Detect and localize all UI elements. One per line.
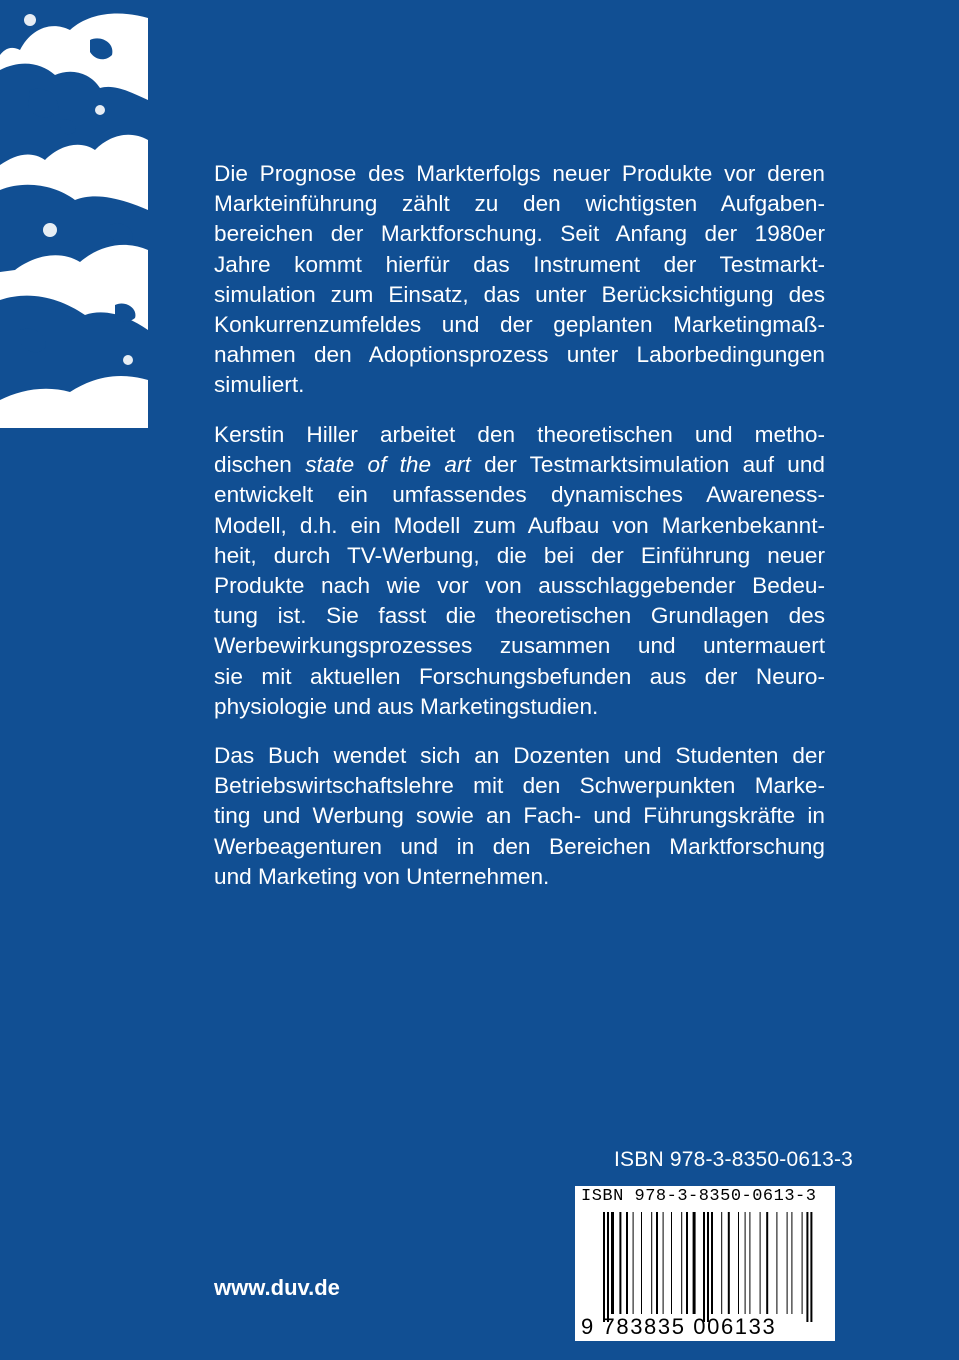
barcode-bar — [707, 1212, 709, 1322]
barcode-bar — [787, 1212, 788, 1314]
barcode-bar — [633, 1212, 634, 1314]
text-line: Werbewirkungsprozesses zusammen und untermauert — [214, 633, 825, 659]
barcode-bar — [603, 1212, 605, 1322]
barcode-bar — [607, 1212, 609, 1322]
barcode-bar — [728, 1212, 730, 1314]
barcode-isbn-text: ISBN 978-3-8350-0613-3 — [581, 1187, 817, 1206]
text-segment: der Testmarktsimulation auf und — [470, 452, 825, 478]
text-line: heit, durch TV-Werbung, die bei der Einführung neuer — [214, 542, 825, 568]
text-line: Das Buch wendet sich an Dozenten und Studenten der — [214, 743, 825, 768]
description-paragraph-2 — [214, 420, 825, 722]
globe-image — [0, 0, 148, 428]
barcode-digits: 9 783835 006133 — [581, 1314, 777, 1339]
barcode-bar — [791, 1212, 792, 1314]
text-line: Produkte nach wie vor von ausschlaggebender Bedeu- — [214, 573, 825, 599]
text-line: nahmen den Adoptionsprozess unter Laborbedingungen — [214, 342, 825, 368]
text-line: und Marketing von Unternehmen. — [214, 863, 550, 889]
text-line: simuliert. — [214, 372, 305, 398]
barcode-bar — [671, 1212, 672, 1314]
description-paragraph-1 — [214, 159, 825, 401]
barcode-bar — [703, 1212, 705, 1322]
isbn-label: ISBN 978-3-8350-0613-3 — [614, 1148, 854, 1171]
barcode-bar — [738, 1212, 739, 1314]
barcode — [575, 1186, 835, 1341]
barcode-bar — [745, 1212, 746, 1314]
barcode-bar — [611, 1212, 614, 1314]
barcode-bar — [721, 1212, 722, 1314]
text-line: Konkurrenzumfeldes und der geplanten Marketingmaß- — [214, 312, 825, 338]
text-line: ting und Werbung sowie an Fach- und Führungskräfte in — [214, 803, 825, 829]
barcode-bar — [681, 1212, 682, 1314]
barcode-bar — [693, 1212, 696, 1314]
barcode-bar — [766, 1212, 768, 1314]
barcode-bar — [760, 1212, 761, 1314]
text-line: Die Prognose des Markterfolgs neuer Produkte vor deren — [214, 161, 825, 186]
text-line: Modell, d.h. ein Modell zum Aufbau von Markenbekannt- — [214, 512, 825, 538]
barcode-bar — [651, 1212, 652, 1314]
barcode-bar — [641, 1212, 642, 1314]
text-segment: dischen — [214, 452, 306, 478]
barcode-bar — [656, 1212, 658, 1314]
text-line: entwickelt ein umfassendes dynamisches Awareness- — [214, 482, 825, 508]
barcode-bar — [663, 1212, 664, 1314]
text-line: Markteinführung zählt zu den wichtigsten Aufgaben- — [214, 191, 825, 217]
barcode-bar — [686, 1212, 688, 1314]
text-line: bereichen der Marktforschung. Seit Anfang der 1980er — [214, 221, 825, 247]
text-line: Jahre kommt hierfür das Instrument der Testmarkt- — [214, 251, 825, 277]
barcode-bar — [749, 1212, 750, 1314]
text-line: Betriebswirtschaftslehre mit den Schwerpunkten Marke- — [214, 773, 825, 799]
barcode-bar — [626, 1212, 628, 1314]
text-line: simulation zum Einsatz, das unter Berücksichtigung des — [214, 281, 825, 307]
barcode-bar — [776, 1212, 777, 1314]
barcode-bar — [619, 1212, 621, 1314]
text-line: Werbeagenturen und in den Bereichen Marktforschung — [214, 833, 825, 859]
description-paragraph-3 — [214, 741, 825, 892]
text-line-with-italic — [214, 450, 825, 480]
barcode-bar — [810, 1212, 812, 1322]
barcode-bar — [802, 1212, 803, 1314]
publisher-url: www.duv.de — [214, 1275, 340, 1300]
text-line: tung ist. Sie fasst die theoretischen Grundlagen des — [214, 603, 825, 629]
barcode-bar — [711, 1212, 713, 1314]
text-line: Kerstin Hiller arbeitet den theoretischen und metho- — [214, 422, 825, 447]
text-line: sie mit aktuellen Forschungsbefunden aus der Neuro- — [214, 663, 825, 689]
barcode-bar — [806, 1212, 808, 1322]
text-line: physiologie und aus Marketingstudien. — [214, 693, 599, 719]
italic-phrase: state of the art — [305, 452, 471, 478]
